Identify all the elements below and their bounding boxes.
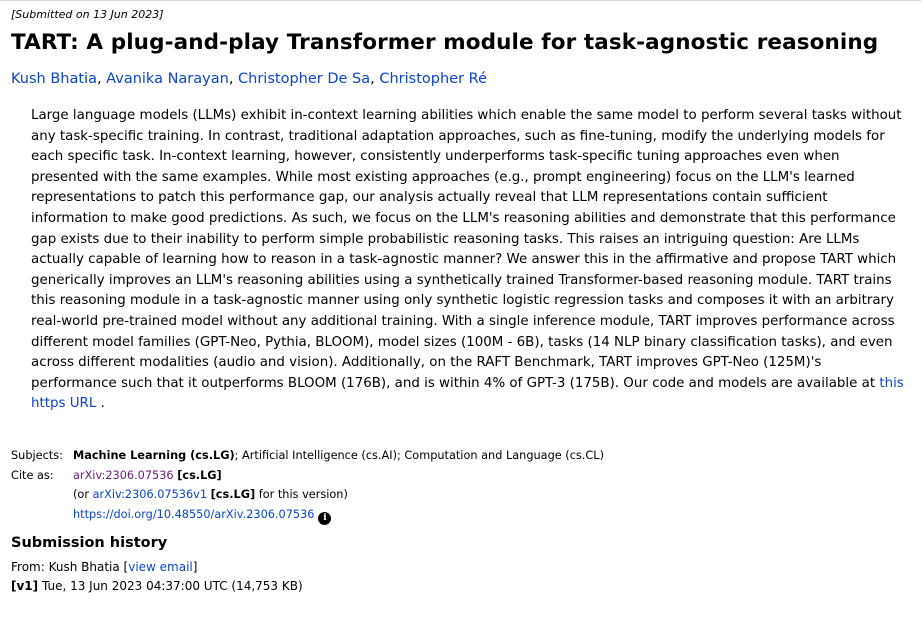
- cite-label: Cite as:: [11, 468, 54, 482]
- cite-value: [73, 466, 604, 486]
- author-link-de-sa[interactable]: Christopher De Sa: [238, 71, 371, 87]
- abstract-url-link[interactable]: this https URL: [31, 375, 904, 412]
- subjects-value: [73, 446, 604, 466]
- arxiv-version-link[interactable]: arXiv:2306.07536v1: [92, 488, 208, 501]
- version-prefix: (or: [73, 488, 93, 501]
- paper-title: TART: A plug-and-play Transformer module for task-agnostic reasoning: [11, 30, 879, 55]
- submission-history: [11, 558, 303, 596]
- info-icon[interactable]: i: [318, 512, 331, 525]
- submitter-line: [11, 558, 303, 577]
- submission-history-heading: Submission history: [11, 535, 168, 551]
- primary-subject: Machine Learning (cs.LG): [73, 449, 235, 462]
- abstract-text: Large language models (LLMs) exhibit in-context learning abilities which enable the same model to perform several tasks without any task-specific training. In contrast, traditional adaptation approaches, such as fine-tuning, modify the underlying models for each specific task. In-context learning, however, consistently underperforms task-specific tuning approaches even when presented with the same examples. While most existing approaches (e.g., prompt engineering) focus on the LLM's learned representations to patch this performance gap, our analysis actually reveal that LLM representations contain sufficient information to make good predictions. As such, we focus on the LLM's reasoning abilities and demonstrate that this performance gap exists due to their inability to perform simple probabilistic reasoning tasks. This raises an intriguing question: Are LLMs actually capable of learning how to reason in a task-agnostic manner? We answer this in the affirmative and propose TART which generically improves an LLM's reasoning abilities using a synthetically trained Transformer-based reasoning module. TART trains this reasoning module in a task-agnostic manner using only synthetic logistic regression tasks and composes it with an arbitrary real-world pre-trained model without any additional training. With a single inference module, TART improves performance across different model families (GPT-Neo, Pythia, BLOOM), model sizes (100M - 6B), tasks (14 NLP binary classification tasks), and even across different modalities (audio and vision). Additionally, on the RAFT Benchmark, TART improves GPT-Neo (125M)'s performance such that it outperforms BLOOM (176B), and is within 4% of GPT-3 (175B). Our code and models are available at: [31, 108, 902, 391]
- submission-date: [Submitted on 13 Jun 2023]: [11, 8, 164, 21]
- doi-value: [73, 505, 604, 525]
- version-suffix: for this version): [255, 488, 348, 501]
- version-category: [cs.LG]: [210, 488, 256, 501]
- version-line: [11, 577, 303, 596]
- author-list: [11, 70, 487, 88]
- subjects-label: Subjects:: [11, 449, 63, 462]
- version-label[interactable]: [v1]: [11, 579, 39, 593]
- author-separator: ,: [96, 71, 107, 87]
- secondary-subjects: ; Artificial Intelligence (cs.AI); Computation and Language (cs.CL): [234, 449, 604, 462]
- top-divider: [0, 0, 921, 1]
- arxiv-id-category: [cs.LG]: [177, 468, 222, 482]
- submitter-prefix: From: Kush Bhatia [: [11, 560, 129, 574]
- doi-row: [11, 505, 604, 525]
- author-separator: ,: [370, 71, 380, 87]
- cite-version-row: [11, 485, 604, 505]
- author-link-re[interactable]: Christopher Ré: [379, 71, 487, 87]
- author-link-narayan[interactable]: Avanika Narayan: [106, 71, 229, 87]
- subjects-row: [11, 446, 604, 466]
- view-email-link[interactable]: view email: [128, 560, 193, 574]
- abstract-trailing: .: [96, 396, 105, 412]
- author-separator: ,: [228, 71, 239, 87]
- author-link-bhatia[interactable]: Kush Bhatia: [11, 71, 97, 87]
- arxiv-id-link[interactable]: arXiv:2306.07536: [73, 468, 174, 482]
- metadata-table: [11, 446, 604, 525]
- cite-row: [11, 466, 604, 486]
- submitter-suffix: ]: [192, 560, 198, 574]
- cite-version-value: [73, 485, 604, 505]
- abstract: [31, 106, 906, 415]
- version-details: Tue, 13 Jun 2023 04:37:00 UTC (14,753 KB): [38, 579, 303, 593]
- doi-link[interactable]: https://doi.org/10.48550/arXiv.2306.07536: [73, 507, 315, 521]
